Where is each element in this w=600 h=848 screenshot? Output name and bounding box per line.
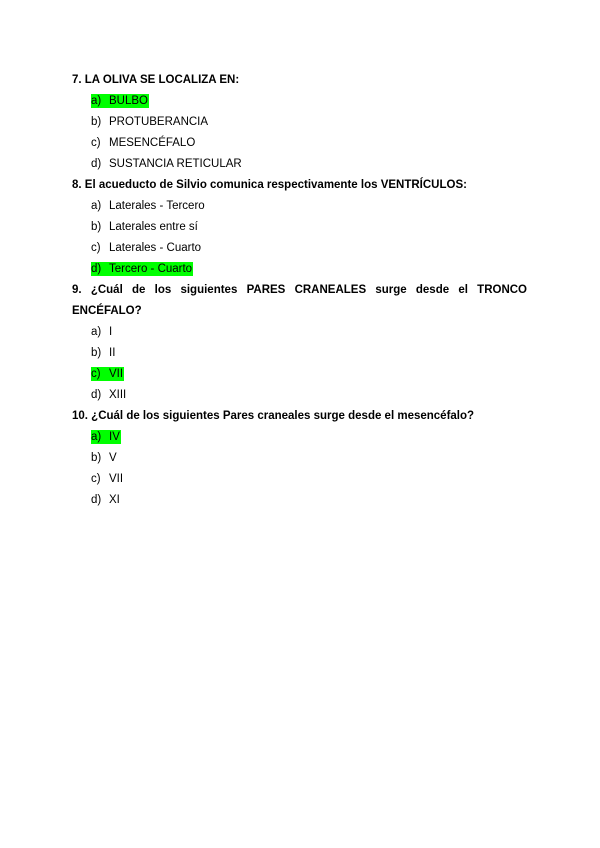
option-c [72,133,527,154]
option-letter: b) [91,347,102,359]
option-c [72,469,527,490]
option-d [72,490,527,511]
option-text: Laterales entre sí [109,221,198,233]
question-9 [72,280,527,406]
option-letter: b) [91,452,102,464]
option-d [72,259,527,280]
option-text: MESENCÉFALO [109,137,196,149]
option-highlight [91,346,116,360]
option-letter: a) [91,200,102,212]
option-letter: b) [91,116,102,128]
option-text: Laterales - Cuarto [109,242,202,254]
option-text: VII [109,368,124,380]
option-highlight [91,493,121,507]
option-a [72,196,527,217]
option-b [72,448,527,469]
option-letter: c) [91,473,101,485]
option-letter: d) [91,263,102,275]
option-highlight [91,115,209,129]
question-text: 10. ¿Cuál de los siguientes Pares craneales surge desde el mesencéfalo? [72,410,475,422]
option-highlight [91,472,124,486]
option-highlight [91,262,193,276]
option-letter: c) [91,242,101,254]
option-b [72,112,527,133]
option-letter: a) [91,326,102,338]
option-highlight [91,367,124,381]
option-highlight [91,451,118,465]
option-highlight [91,430,121,444]
option-highlight [91,157,243,171]
options-list [72,427,527,511]
option-b [72,217,527,238]
option-d [72,154,527,175]
option-c [72,238,527,259]
option-text: SUSTANCIA RETICULAR [109,158,242,170]
option-highlight [91,136,196,150]
option-text: II [109,347,116,359]
option-text: V [109,452,117,464]
options-list [72,196,527,280]
option-highlight [91,325,113,339]
option-a [72,322,527,343]
question-7 [72,70,527,175]
option-text: VII [109,473,124,485]
quiz-page [72,70,527,511]
option-text: XIII [109,389,127,401]
question-text: 9. ¿Cuál de los siguientes PARES CRANEALES surge desde el TRONCO ENCÉFALO? [72,284,527,317]
option-b [72,343,527,364]
option-letter: c) [91,368,101,380]
option-highlight [91,94,149,108]
options-list [72,322,527,406]
options-list [72,91,527,175]
option-letter: d) [91,389,102,401]
option-letter: b) [91,221,102,233]
option-d [72,385,527,406]
option-highlight [91,388,127,402]
question-10 [72,406,527,511]
option-c [72,364,527,385]
option-letter: d) [91,494,102,506]
option-letter: d) [91,158,102,170]
option-letter: c) [91,137,101,149]
option-highlight [91,241,202,255]
option-letter: a) [91,431,102,443]
question-text: 7. LA OLIVA SE LOCALIZA EN: [72,74,240,86]
question-8 [72,175,527,280]
option-highlight [91,199,206,213]
option-text: BULBO [109,95,148,107]
option-text: PROTUBERANCIA [109,116,209,128]
option-text: Laterales - Tercero [109,200,205,212]
option-highlight [91,220,199,234]
option-a [72,427,527,448]
question-text: 8. El acueducto de Silvio comunica respectivamente los VENTRÍCULOS: [72,179,467,191]
option-a [72,91,527,112]
option-text: I [109,326,113,338]
option-text: IV [109,431,120,443]
option-text: XI [109,494,120,506]
option-text: Tercero - Cuarto [109,263,193,275]
option-letter: a) [91,95,102,107]
